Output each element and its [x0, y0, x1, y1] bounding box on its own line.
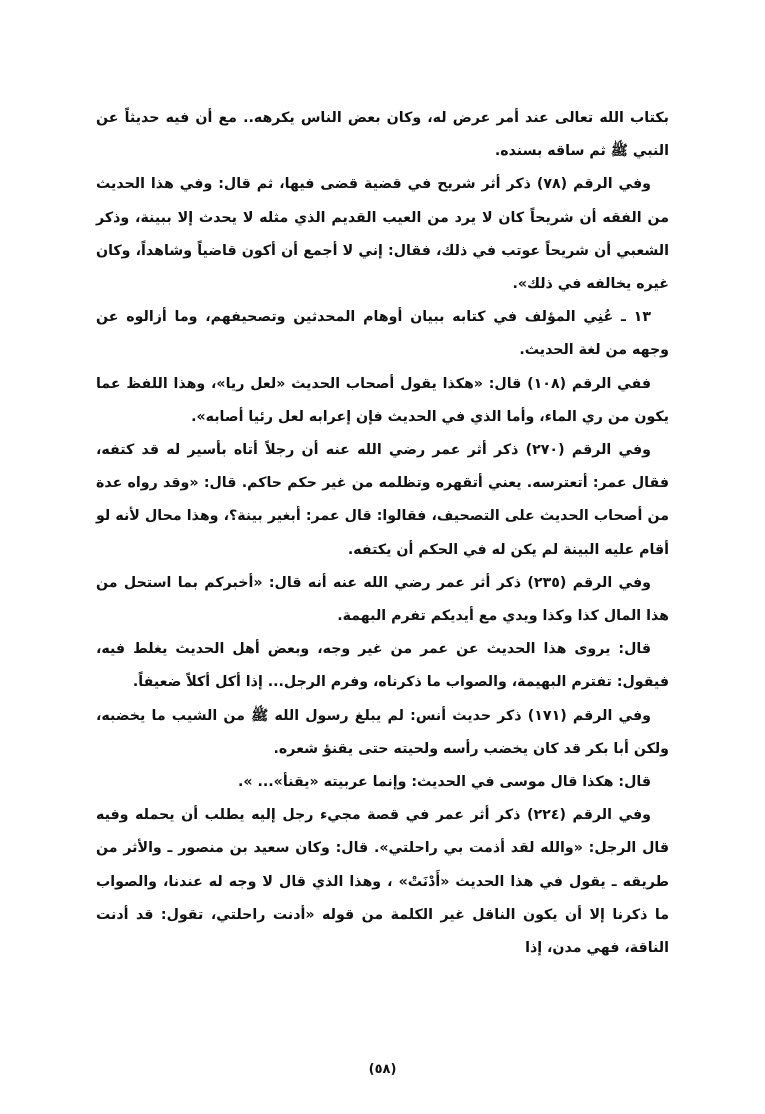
paragraph-item-235: وفي الرقم (٢٣٥) ذكر أثر عمر رضي الله عنه أنه قال: «أخبركم بما استحل من هذا المال كذا وكذا ويدي مع أيديكم تفرم البهمة. [96, 574, 669, 625]
paragraph-item-224: وفي الرقم (٢٢٤) ذكر أثر عمر في قصة مجيء رجل إليه يطلب أن يحمله وفيه قال الرجل: «والله لقد أذمت بي راحلتي». قال: وكان سعيد بن منصور ـ والأثر من طريقه ـ يقول في هذا الحديث «أَدْنَتْ» ، وهذا الذي قال لا وجه له عندنا، والصواب ما ذكرنا إلا أن يكون الناقل غير الكلمة من قوله «أدنت راحلتي، تقول: قد أدنت الناقة، فهي مدن، إذا [96, 807, 669, 957]
paragraph-item-235-comment: قال: يروى هذا الحديث عن عمر من غير وجه، وبعض أهل الحديث يغلط فيه، فيقول: تفترم البهيمة، والصواب ما ذكرناه، وفرم الرجل... إذا أكل أكلاً ضعيفاً. [96, 641, 669, 691]
page-number: (٥٨) [368, 1062, 397, 1077]
paragraph-item-171-comment: قال: هكذا قال موسى في الحديث: وإنما عربيته «يقنأ»... ». [238, 774, 651, 791]
paragraph-item-108: ففي الرقم (١٠٨) قال: «هكذا يقول أصحاب الحديث «لعل ريا»، وهذا اللفظ عما يكون من ري الماء، وأما الذي في الحديث فإن إعرابه لعل رئيا أصابه». [96, 375, 669, 425]
body-text [96, 102, 669, 965]
paragraph-item-270: وفي الرقم (٢٧٠) ذكر أثر عمر رضي الله عنه أن رجلاً أتاه بأسير له قد كتفه، فقال عمر: أتعترسه. يعني أتقهره وتظلمه من غير حكم حاكم. قال: «وقد رواه عدة من أصحاب الحديث على التصحيف، فقالوا: قال عمر: أبغير بينة؟، وهذا محال لأنه لو أقام عليه البينة لم يكن له في الحكم أن يكتفه. [96, 442, 669, 558]
paragraph-item-171: وفي الرقم (١٧١) ذكر حديث أنس: لم يبلغ رسول الله ﷺ من الشيب ما يخضبه، ولكن أبا بكر قد كان يخضب رأسه ولحيته حتى يقنؤ شعره. [96, 707, 669, 757]
paragraph-section-13: ١٣ ـ عُنِي المؤلف في كتابه ببيان أوهام المحدثين وتصحيفهم، وما أزالوه عن وجهه من لغة الحديث. [96, 309, 669, 359]
paragraph-item-78: وفي الرقم (٧٨) ذكر أثر شريح في قضية قضى فيها، ثم قال: وفي هذا الحديث من الفقه أن شريحاً كان لا يرد من العيب القديم الذي مثله لا يحدث إلا ببينة، وذكر الشعبي أن شريحاً عوتب في ذلك، فقال: إني لا أجمع أن أكون قاضياً وشاهداً، وكان غيره يخالفه في ذلك». [96, 176, 669, 293]
paragraph-continuation: بكتاب الله تعالى عند أمر عرض له، وكان بعض الناس يكرهه.. مع أن فيه حديثاً عن النبي ﷺ ثم ساقه بسنده. [96, 110, 669, 160]
